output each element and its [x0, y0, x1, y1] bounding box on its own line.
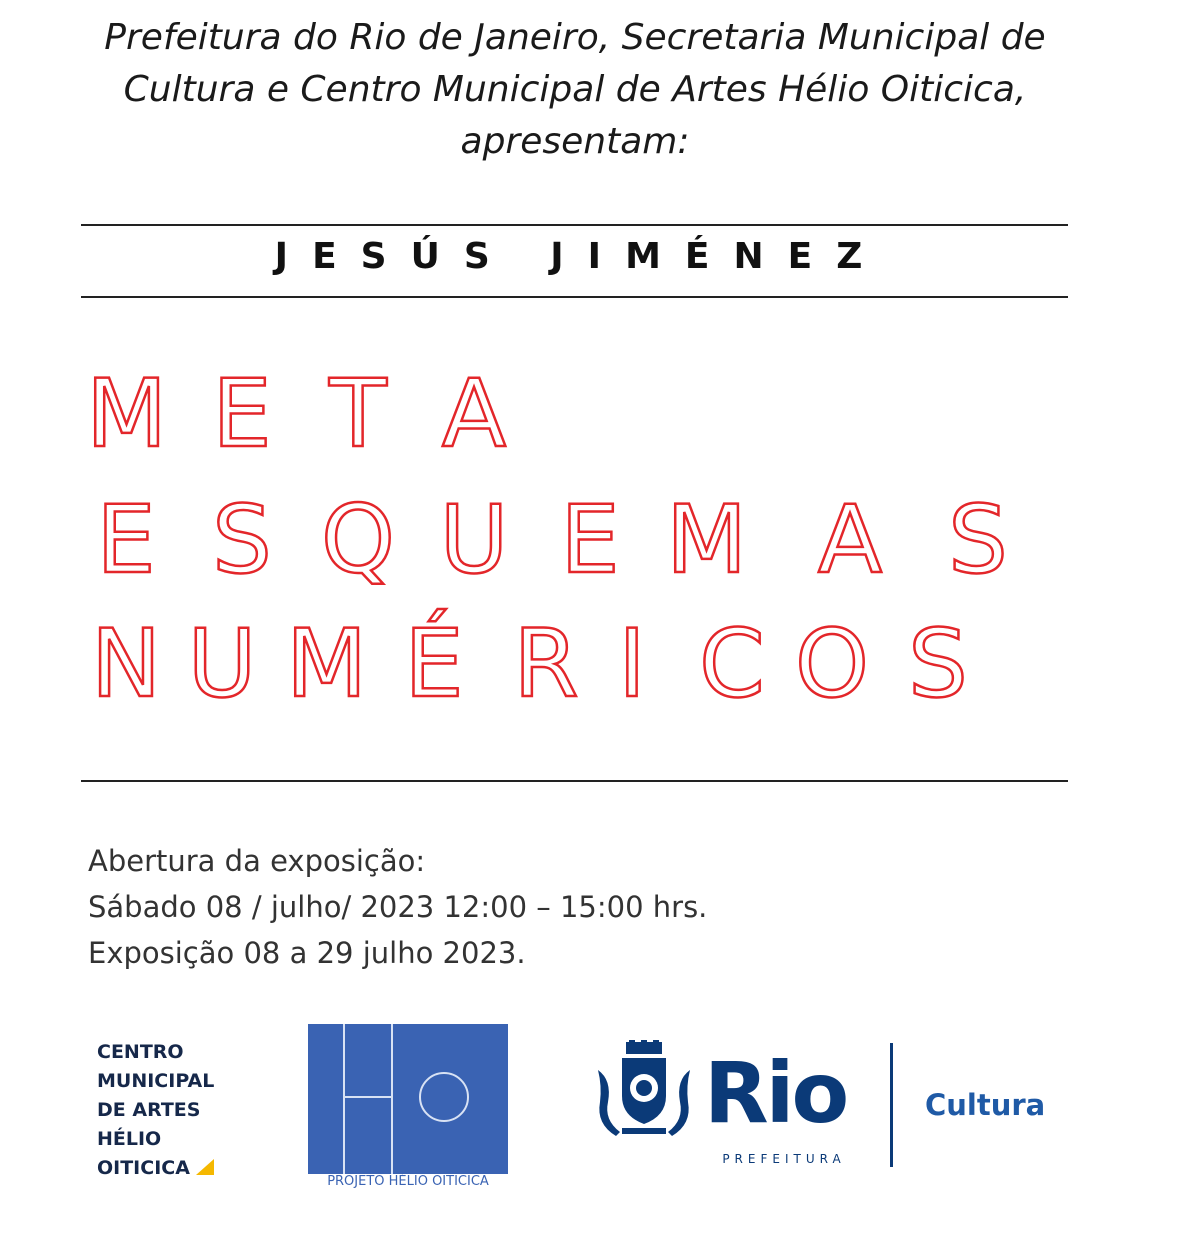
projeto-logo	[308, 1024, 508, 1174]
intro-text	[0, 12, 1150, 168]
title-letter: É	[404, 610, 464, 719]
chmo-line: HÉLIO	[97, 1128, 162, 1150]
title-letter: S	[212, 486, 272, 595]
bottom-divider	[81, 780, 1068, 782]
title-letter: U	[187, 610, 257, 719]
chmo-line: CENTRO	[97, 1041, 184, 1063]
title-letter: C	[699, 610, 765, 719]
opening-label: Abertura da exposição:	[88, 844, 426, 878]
title-letter: Q	[321, 486, 395, 595]
title-letter: E	[212, 360, 272, 469]
intro-line-3: apresentam:	[460, 121, 690, 162]
triangle-icon	[196, 1159, 214, 1175]
chmo-line: MUNICIPAL	[97, 1070, 215, 1092]
intro-line-2: Cultura e Centro Municipal de Artes Hélio Oiticica,	[123, 69, 1027, 110]
title-letter: A	[817, 486, 883, 595]
title-letter: E	[96, 486, 156, 595]
title-letter: M	[86, 360, 168, 469]
title-letter: M	[666, 486, 748, 595]
title-letter: T	[329, 360, 387, 469]
chmo-line: OITICICA	[97, 1157, 190, 1179]
title-letter: R	[513, 610, 579, 719]
rio-prefeitura: PREFEITURA	[722, 1152, 846, 1166]
title-letter: A	[441, 360, 507, 469]
chmo-logo	[97, 1038, 214, 1183]
artist-divider	[81, 296, 1068, 298]
exhibition-dates: Exposição 08 a 29 julho 2023.	[88, 936, 526, 970]
rio-cultura: Cultura	[925, 1088, 1046, 1122]
artist-name: JESÚS JIMÉNEZ	[274, 236, 887, 277]
title-letter: O	[795, 610, 869, 719]
projeto-caption: PROJETO HÉLIO OITICICA	[327, 1174, 489, 1189]
title-letter: N	[90, 610, 162, 719]
title-letter: S	[908, 610, 968, 719]
rio-wordmark: Rio	[704, 1044, 847, 1142]
top-divider	[81, 224, 1068, 226]
exhibition-details	[88, 838, 707, 976]
intro-line-1: Prefeitura do Rio de Janeiro, Secretaria Municipal de	[104, 17, 1046, 58]
rio-divider	[890, 1043, 893, 1167]
projeto-mark-icon	[308, 1024, 508, 1174]
title-letter: U	[439, 486, 509, 595]
chmo-line: DE ARTES	[97, 1099, 201, 1121]
title-letter: I	[618, 610, 646, 719]
rio-crest-icon	[596, 1040, 692, 1140]
title-letter: S	[948, 486, 1008, 595]
title-letter: E	[560, 486, 620, 595]
opening-date: Sábado 08 / julho/ 2023 12:00 – 15:00 hrs.	[88, 890, 708, 924]
title-letter: M	[286, 610, 368, 719]
